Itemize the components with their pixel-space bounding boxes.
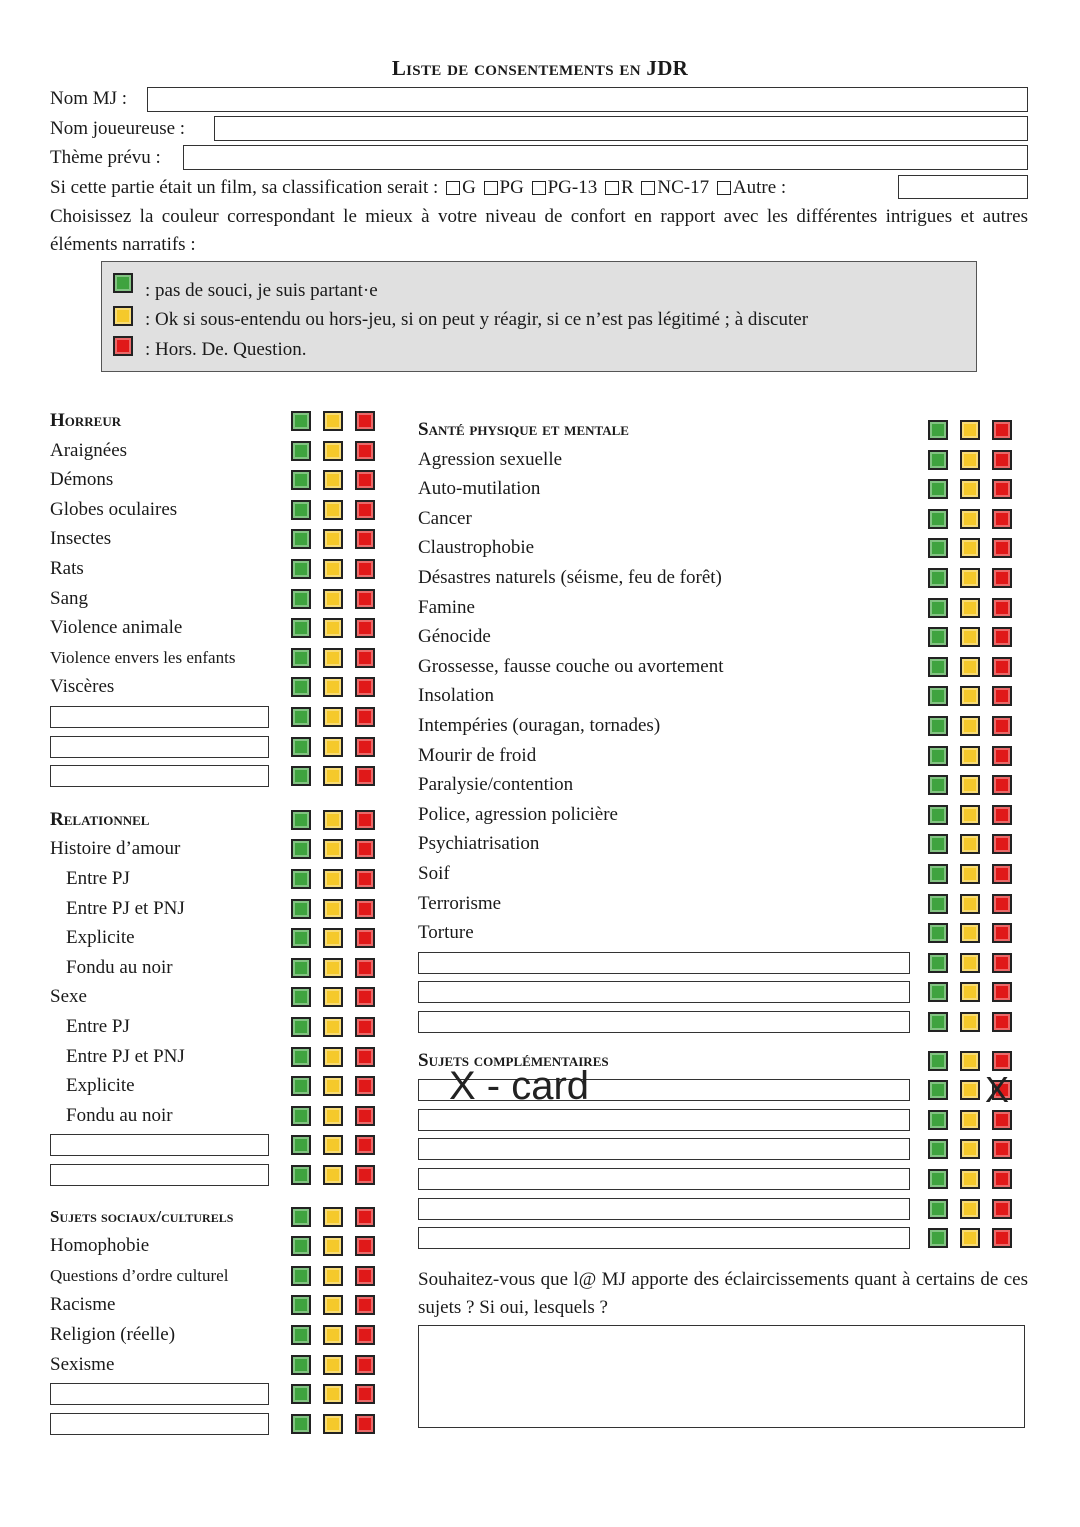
row-horreur-2-yellow-box[interactable] xyxy=(323,500,343,520)
list-item-sante-1: Auto-mutilation xyxy=(418,478,541,500)
custom-field-horreur-1[interactable] xyxy=(50,736,269,758)
rating-option-other: Autre : xyxy=(732,177,787,198)
row-sante-14-red-box[interactable] xyxy=(992,864,1012,884)
row-sante-11-green-box[interactable] xyxy=(928,775,948,795)
row-social-4-yellow-box[interactable] xyxy=(323,1355,343,1375)
list-item-relationnel-7: Entre PJ et PNJ xyxy=(66,1045,185,1067)
list-item-horreur-1: Démons xyxy=(50,469,114,491)
row-sante-7-yellow-box[interactable] xyxy=(960,657,980,677)
row-sante-8-green-box[interactable] xyxy=(928,686,948,706)
row-horreur-2-green-box[interactable] xyxy=(291,500,311,520)
row-sante-title-yellow-box[interactable] xyxy=(960,420,980,440)
row-relationnel-custom-0-yellow-box[interactable] xyxy=(323,1135,343,1155)
row-complementaires-custom-5-yellow-box[interactable] xyxy=(960,1228,980,1248)
row-horreur-4-yellow-box[interactable] xyxy=(323,559,343,579)
row-sante-2-red-box[interactable] xyxy=(992,509,1012,529)
row-relationnel-title-yellow-box[interactable] xyxy=(323,810,343,830)
row-complementaires-custom-3-green-box[interactable] xyxy=(928,1169,948,1189)
row-relationnel-1-yellow-box[interactable] xyxy=(323,869,343,889)
row-horreur-7-red-box[interactable] xyxy=(355,648,375,668)
row-social-custom-0-yellow-box[interactable] xyxy=(323,1384,343,1404)
custom-field-complementaires-4[interactable] xyxy=(418,1198,910,1220)
instructions: Choisissez la couleur correspondant le mieux à votre niveau de confort en rapport avec les différentes intrigues et autres éléments narratifs : xyxy=(50,206,1028,255)
legend-yellow-text: : Ok si sous-entendu ou hors-jeu, si on peut y réagir, si ce n’est pas légitimé ; à discuter xyxy=(145,309,809,330)
row-complementaires-custom-2-yellow-box[interactable] xyxy=(960,1139,980,1159)
row-horreur-5-green-box[interactable] xyxy=(291,589,311,609)
row-relationnel-0-red-box[interactable] xyxy=(355,839,375,859)
list-item-sante-4: Désastres naturels (séisme, feu de forêt) xyxy=(418,567,722,588)
row-complementaires-custom-2-green-box[interactable] xyxy=(928,1139,948,1159)
row-relationnel-6-red-box[interactable] xyxy=(355,1017,375,1037)
custom-field-horreur-2[interactable] xyxy=(50,765,269,787)
row-horreur-custom-0-red-box[interactable] xyxy=(355,707,375,727)
row-sante-1-yellow-box[interactable] xyxy=(960,479,980,499)
row-relationnel-custom-1-yellow-box[interactable] xyxy=(323,1165,343,1185)
row-sante-2-yellow-box[interactable] xyxy=(960,509,980,529)
row-social-2-red-box[interactable] xyxy=(355,1295,375,1315)
row-relationnel-custom-0-red-box[interactable] xyxy=(355,1135,375,1155)
list-item-relationnel-0: Histoire d’amour xyxy=(50,838,181,860)
row-relationnel-4-yellow-box[interactable] xyxy=(323,958,343,978)
section-title-sante: Santé physique et mentale xyxy=(418,419,629,440)
list-item-relationnel-8: Explicite xyxy=(66,1075,135,1097)
row-sante-custom-1-red-box[interactable] xyxy=(992,982,1012,1002)
row-horreur-1-green-box[interactable] xyxy=(291,470,311,490)
row-sante-14-yellow-box[interactable] xyxy=(960,864,980,884)
row-horreur-0-yellow-box[interactable] xyxy=(323,441,343,461)
row-horreur-title-green-box[interactable] xyxy=(291,411,311,431)
section-title-complementaires: Sujets complémentaires xyxy=(418,1049,609,1071)
row-relationnel-4-red-box[interactable] xyxy=(355,958,375,978)
row-horreur-custom-1-red-box[interactable] xyxy=(355,737,375,757)
row-relationnel-3-red-box[interactable] xyxy=(355,928,375,948)
list-item-horreur-7: Violence envers les enfants xyxy=(50,647,236,667)
row-horreur-custom-2-red-box[interactable] xyxy=(355,766,375,786)
row-relationnel-1-green-box[interactable] xyxy=(291,869,311,889)
rating-checkbox-nc17[interactable] xyxy=(641,181,655,195)
row-sante-4-green-box[interactable] xyxy=(928,568,948,588)
clarification-question: Souhaitez-vous que l@ MJ apporte des éclaircissements quant à certains de ces sujets ? Si oui, lesquels ? xyxy=(418,1269,1028,1318)
list-item-relationnel-4: Fondu au noir xyxy=(66,956,173,978)
row-relationnel-2-red-box[interactable] xyxy=(355,899,375,919)
row-sante-2-green-box[interactable] xyxy=(928,509,948,529)
row-horreur-custom-2-yellow-box[interactable] xyxy=(323,766,343,786)
rating-checkbox-pg[interactable] xyxy=(484,181,498,195)
row-sante-13-green-box[interactable] xyxy=(928,834,948,854)
list-item-horreur-2: Globes oculaires xyxy=(50,498,178,520)
list-item-sante-14: Soif xyxy=(418,863,450,884)
row-horreur-1-red-box[interactable] xyxy=(355,470,375,490)
row-sante-4-red-box[interactable] xyxy=(992,568,1012,588)
rating-checkbox-g[interactable] xyxy=(446,181,460,195)
legend-red-square xyxy=(113,336,133,356)
row-horreur-4-red-box[interactable] xyxy=(355,559,375,579)
row-sante-custom-1-yellow-box[interactable] xyxy=(960,982,980,1002)
list-item-sante-5: Famine xyxy=(418,596,475,618)
x-card-handwritten: X - card xyxy=(449,1064,590,1108)
row-horreur-7-green-box[interactable] xyxy=(291,648,311,668)
row-complementaires-title-green-box[interactable] xyxy=(928,1051,948,1071)
row-horreur-6-red-box[interactable] xyxy=(355,618,375,638)
rating-other-field[interactable] xyxy=(898,175,1028,199)
legend-red-text: : Hors. De. Question. xyxy=(145,339,307,360)
row-horreur-0-red-box[interactable] xyxy=(355,441,375,461)
row-relationnel-7-green-box[interactable] xyxy=(291,1047,311,1067)
row-social-custom-1-yellow-box[interactable] xyxy=(323,1414,343,1434)
clarification-answer-field[interactable] xyxy=(418,1325,1025,1428)
row-sante-1-green-box[interactable] xyxy=(928,479,948,499)
list-item-relationnel-3: Explicite xyxy=(66,927,135,949)
row-complementaires-custom-5-green-box[interactable] xyxy=(928,1228,948,1248)
row-horreur-2-red-box[interactable] xyxy=(355,500,375,520)
row-sante-16-green-box[interactable] xyxy=(928,923,948,943)
row-sante-11-red-box[interactable] xyxy=(992,775,1012,795)
row-relationnel-7-yellow-box[interactable] xyxy=(323,1047,343,1067)
row-complementaires-title-yellow-box[interactable] xyxy=(960,1051,980,1071)
row-social-custom-1-red-box[interactable] xyxy=(355,1414,375,1434)
row-sante-9-red-box[interactable] xyxy=(992,716,1012,736)
row-relationnel-2-yellow-box[interactable] xyxy=(323,899,343,919)
row-sante-11-yellow-box[interactable] xyxy=(960,775,980,795)
custom-field-complementaires-1[interactable] xyxy=(418,1109,910,1131)
row-horreur-title-yellow-box[interactable] xyxy=(323,411,343,431)
row-sante-15-yellow-box[interactable] xyxy=(960,894,980,914)
row-sante-12-green-box[interactable] xyxy=(928,805,948,825)
row-sante-custom-0-red-box[interactable] xyxy=(992,953,1012,973)
row-relationnel-1-red-box[interactable] xyxy=(355,869,375,889)
row-complementaires-custom-1-green-box[interactable] xyxy=(928,1110,948,1130)
row-horreur-5-yellow-box[interactable] xyxy=(323,589,343,609)
row-horreur-1-yellow-box[interactable] xyxy=(323,470,343,490)
rating-option-g: G xyxy=(462,177,476,198)
list-item-horreur-4: Rats xyxy=(50,558,84,579)
row-sante-8-yellow-box[interactable] xyxy=(960,686,980,706)
row-horreur-custom-2-green-box[interactable] xyxy=(291,766,311,786)
row-relationnel-8-green-box[interactable] xyxy=(291,1076,311,1096)
row-sante-16-red-box[interactable] xyxy=(992,923,1012,943)
list-item-sante-9: Intempéries (ouragan, tornades) xyxy=(418,715,661,736)
list-item-horreur-5: Sang xyxy=(50,587,88,609)
custom-field-complementaires-2[interactable] xyxy=(418,1138,910,1160)
section-title-horreur: Horreur xyxy=(50,410,122,431)
row-complementaires-custom-0-yellow-box[interactable] xyxy=(960,1080,980,1100)
row-horreur-7-yellow-box[interactable] xyxy=(323,648,343,668)
custom-field-complementaires-5[interactable] xyxy=(418,1227,910,1249)
legend-box xyxy=(101,261,977,372)
row-sante-12-yellow-box[interactable] xyxy=(960,805,980,825)
list-item-sante-10: Mourir de froid xyxy=(418,744,537,766)
row-social-2-green-box[interactable] xyxy=(291,1295,311,1315)
row-sante-0-red-box[interactable] xyxy=(992,450,1012,470)
row-sante-4-yellow-box[interactable] xyxy=(960,568,980,588)
row-horreur-8-red-box[interactable] xyxy=(355,677,375,697)
row-relationnel-0-yellow-box[interactable] xyxy=(323,839,343,859)
row-relationnel-6-yellow-box[interactable] xyxy=(323,1017,343,1037)
custom-field-horreur-0[interactable] xyxy=(50,706,269,728)
list-item-social-1: Questions d’ordre culturel xyxy=(50,1265,229,1285)
row-horreur-0-green-box[interactable] xyxy=(291,441,311,461)
list-item-sante-11: Paralysie/contention xyxy=(418,774,574,796)
row-relationnel-custom-1-green-box[interactable] xyxy=(291,1165,311,1185)
player-name-field[interactable] xyxy=(214,116,1028,141)
row-sante-16-yellow-box[interactable] xyxy=(960,923,980,943)
row-sante-custom-2-green-box[interactable] xyxy=(928,1012,948,1032)
row-sante-14-green-box[interactable] xyxy=(928,864,948,884)
row-relationnel-5-red-box[interactable] xyxy=(355,987,375,1007)
row-social-1-green-box[interactable] xyxy=(291,1266,311,1286)
row-social-0-yellow-box[interactable] xyxy=(323,1236,343,1256)
list-item-social-2: Racisme xyxy=(50,1294,116,1316)
row-horreur-8-green-box[interactable] xyxy=(291,677,311,697)
page-title: Liste de consentements en JDR xyxy=(391,56,689,80)
row-horreur-4-green-box[interactable] xyxy=(291,559,311,579)
row-sante-3-red-box[interactable] xyxy=(992,538,1012,558)
row-relationnel-5-yellow-box[interactable] xyxy=(323,987,343,1007)
theme-label: Thème prévu : xyxy=(50,147,161,168)
row-sante-13-yellow-box[interactable] xyxy=(960,834,980,854)
row-sante-1-red-box[interactable] xyxy=(992,479,1012,499)
row-complementaires-title-red-box[interactable] xyxy=(992,1051,1012,1071)
row-social-4-green-box[interactable] xyxy=(291,1355,311,1375)
list-item-sante-3: Claustrophobie xyxy=(418,537,535,559)
rating-option-pg13: PG-13 xyxy=(547,177,598,198)
row-relationnel-custom-1-red-box[interactable] xyxy=(355,1165,375,1185)
row-sante-6-yellow-box[interactable] xyxy=(960,627,980,647)
rating-checkbox-r[interactable] xyxy=(605,181,619,195)
list-item-social-3: Religion (réelle) xyxy=(50,1324,176,1345)
row-horreur-6-green-box[interactable] xyxy=(291,618,311,638)
list-item-sante-2: Cancer xyxy=(418,507,472,529)
row-complementaires-custom-3-red-box[interactable] xyxy=(992,1169,1012,1189)
row-sante-3-yellow-box[interactable] xyxy=(960,538,980,558)
list-item-relationnel-5: Sexe xyxy=(50,986,87,1008)
section-title-relationnel: Relationnel xyxy=(50,808,150,830)
row-sante-title-green-box[interactable] xyxy=(928,420,948,440)
custom-field-social-0[interactable] xyxy=(50,1383,269,1405)
row-sante-custom-0-green-box[interactable] xyxy=(928,953,948,973)
custom-field-sante-2[interactable] xyxy=(418,1011,910,1033)
row-sante-5-green-box[interactable] xyxy=(928,598,948,618)
row-sante-9-green-box[interactable] xyxy=(928,716,948,736)
theme-field[interactable] xyxy=(183,145,1028,170)
row-sante-6-red-box[interactable] xyxy=(992,627,1012,647)
row-relationnel-7-red-box[interactable] xyxy=(355,1047,375,1067)
row-social-0-green-box[interactable] xyxy=(291,1236,311,1256)
row-sante-15-green-box[interactable] xyxy=(928,894,948,914)
row-relationnel-9-green-box[interactable] xyxy=(291,1106,311,1126)
rating-checkbox-other[interactable] xyxy=(717,181,731,195)
row-complementaires-custom-5-red-box[interactable] xyxy=(992,1228,1012,1248)
list-item-sante-7: Grossesse, fausse couche ou avortement xyxy=(418,655,724,677)
row-complementaires-custom-2-red-box[interactable] xyxy=(992,1139,1012,1159)
row-sante-13-red-box[interactable] xyxy=(992,834,1012,854)
custom-field-sante-1[interactable] xyxy=(418,981,910,1003)
row-social-3-yellow-box[interactable] xyxy=(323,1325,343,1345)
list-item-sante-6: Génocide xyxy=(418,626,491,648)
custom-field-relationnel-0[interactable] xyxy=(50,1134,269,1156)
row-relationnel-9-red-box[interactable] xyxy=(355,1106,375,1126)
row-complementaires-custom-1-red-box[interactable] xyxy=(992,1110,1012,1130)
list-item-horreur-0: Araignées xyxy=(50,439,128,461)
legend-green-text: : pas de souci, je suis partant·e xyxy=(145,280,378,301)
row-horreur-6-yellow-box[interactable] xyxy=(323,618,343,638)
legend-yellow-square xyxy=(113,306,133,326)
rating-option-r: R xyxy=(620,177,634,198)
list-item-sante-16: Torture xyxy=(418,922,474,944)
row-horreur-3-green-box[interactable] xyxy=(291,529,311,549)
row-relationnel-2-green-box[interactable] xyxy=(291,899,311,919)
rating-row xyxy=(50,176,786,200)
custom-field-complementaires-3[interactable] xyxy=(418,1168,910,1190)
row-horreur-title-red-box[interactable] xyxy=(355,411,375,431)
row-complementaires-custom-3-yellow-box[interactable] xyxy=(960,1169,980,1189)
row-relationnel-3-yellow-box[interactable] xyxy=(323,928,343,948)
list-item-sante-0: Agression sexuelle xyxy=(418,448,563,470)
row-complementaires-custom-4-red-box[interactable] xyxy=(992,1199,1012,1219)
row-sante-3-green-box[interactable] xyxy=(928,538,948,558)
list-item-sante-8: Insolation xyxy=(418,685,494,707)
row-social-custom-0-red-box[interactable] xyxy=(355,1384,375,1404)
list-item-social-4: Sexisme xyxy=(50,1353,115,1375)
row-horreur-3-red-box[interactable] xyxy=(355,529,375,549)
row-social-title-green-box[interactable] xyxy=(291,1207,311,1227)
row-sante-custom-2-yellow-box[interactable] xyxy=(960,1012,980,1032)
row-social-title-red-box[interactable] xyxy=(355,1207,375,1227)
row-complementaires-custom-0-green-box[interactable] xyxy=(928,1080,948,1100)
list-item-sante-13: Psychiatrisation xyxy=(418,833,540,855)
row-social-3-green-box[interactable] xyxy=(291,1325,311,1345)
row-sante-10-green-box[interactable] xyxy=(928,746,948,766)
list-item-horreur-8: Viscères xyxy=(50,676,115,698)
row-sante-12-red-box[interactable] xyxy=(992,805,1012,825)
row-sante-10-red-box[interactable] xyxy=(992,746,1012,766)
list-item-sante-15: Terrorisme xyxy=(418,892,502,914)
row-sante-title-red-box[interactable] xyxy=(992,420,1012,440)
row-social-1-red-box[interactable] xyxy=(355,1266,375,1286)
row-sante-9-yellow-box[interactable] xyxy=(960,716,980,736)
list-item-horreur-3: Insectes xyxy=(50,528,112,550)
legend-green-square xyxy=(113,273,133,293)
row-sante-5-red-box[interactable] xyxy=(992,598,1012,618)
row-horreur-custom-1-yellow-box[interactable] xyxy=(323,737,343,757)
row-relationnel-0-green-box[interactable] xyxy=(291,839,311,859)
row-sante-7-red-box[interactable] xyxy=(992,657,1012,677)
row-sante-7-green-box[interactable] xyxy=(928,657,948,677)
row-relationnel-4-green-box[interactable] xyxy=(291,958,311,978)
row-social-custom-1-green-box[interactable] xyxy=(291,1414,311,1434)
list-item-horreur-6: Violence animale xyxy=(50,617,183,639)
list-item-social-0: Homophobie xyxy=(50,1235,150,1257)
row-sante-0-green-box[interactable] xyxy=(928,450,948,470)
list-item-relationnel-2: Entre PJ et PNJ xyxy=(66,897,185,919)
x-mark-handwritten: X xyxy=(985,1069,1010,1110)
row-sante-10-yellow-box[interactable] xyxy=(960,746,980,766)
rating-option-nc17: NC-17 xyxy=(657,177,710,198)
row-social-1-yellow-box[interactable] xyxy=(323,1266,343,1286)
custom-field-relationnel-1[interactable] xyxy=(50,1164,269,1186)
custom-field-social-1[interactable] xyxy=(50,1413,269,1435)
custom-field-sante-0[interactable] xyxy=(418,952,910,974)
row-relationnel-9-yellow-box[interactable] xyxy=(323,1106,343,1126)
row-complementaires-custom-1-yellow-box[interactable] xyxy=(960,1110,980,1130)
row-sante-custom-2-red-box[interactable] xyxy=(992,1012,1012,1032)
rating-checkbox-pg13[interactable] xyxy=(532,181,546,195)
row-relationnel-custom-0-green-box[interactable] xyxy=(291,1135,311,1155)
row-social-custom-0-green-box[interactable] xyxy=(291,1384,311,1404)
row-relationnel-5-green-box[interactable] xyxy=(291,987,311,1007)
row-complementaires-custom-4-green-box[interactable] xyxy=(928,1199,948,1219)
row-sante-15-red-box[interactable] xyxy=(992,894,1012,914)
rating-label: Si cette partie était un film, sa classification serait : xyxy=(50,177,439,198)
row-relationnel-6-green-box[interactable] xyxy=(291,1017,311,1037)
row-sante-custom-0-yellow-box[interactable] xyxy=(960,953,980,973)
player-name-label: Nom joueureuse : xyxy=(50,118,186,139)
gm-name-field[interactable] xyxy=(147,87,1028,112)
row-complementaires-custom-4-yellow-box[interactable] xyxy=(960,1199,980,1219)
section-title-social: Sujets sociaux/culturels xyxy=(50,1206,234,1226)
row-horreur-custom-1-green-box[interactable] xyxy=(291,737,311,757)
list-item-relationnel-9: Fondu au noir xyxy=(66,1104,173,1126)
row-sante-6-green-box[interactable] xyxy=(928,627,948,647)
row-relationnel-8-yellow-box[interactable] xyxy=(323,1076,343,1096)
row-sante-8-red-box[interactable] xyxy=(992,686,1012,706)
row-sante-5-yellow-box[interactable] xyxy=(960,598,980,618)
row-relationnel-3-green-box[interactable] xyxy=(291,928,311,948)
row-sante-custom-1-green-box[interactable] xyxy=(928,982,948,1002)
row-social-0-red-box[interactable] xyxy=(355,1236,375,1256)
list-item-sante-12: Police, agression policière xyxy=(418,803,618,825)
list-item-relationnel-6: Entre PJ xyxy=(66,1016,130,1037)
row-relationnel-title-green-box[interactable] xyxy=(291,810,311,830)
row-social-2-yellow-box[interactable] xyxy=(323,1295,343,1315)
row-horreur-3-yellow-box[interactable] xyxy=(323,529,343,549)
row-social-title-yellow-box[interactable] xyxy=(323,1207,343,1227)
row-horreur-custom-0-green-box[interactable] xyxy=(291,707,311,727)
row-social-4-red-box[interactable] xyxy=(355,1355,375,1375)
gm-name-label: Nom MJ : xyxy=(50,88,128,109)
row-horreur-custom-0-yellow-box[interactable] xyxy=(323,707,343,727)
row-relationnel-8-red-box[interactable] xyxy=(355,1076,375,1096)
row-relationnel-title-red-box[interactable] xyxy=(355,810,375,830)
row-horreur-5-red-box[interactable] xyxy=(355,589,375,609)
row-social-3-red-box[interactable] xyxy=(355,1325,375,1345)
rating-option-pg: PG xyxy=(499,177,524,198)
row-sante-0-yellow-box[interactable] xyxy=(960,450,980,470)
list-item-relationnel-1: Entre PJ xyxy=(66,868,130,889)
row-horreur-8-yellow-box[interactable] xyxy=(323,677,343,697)
